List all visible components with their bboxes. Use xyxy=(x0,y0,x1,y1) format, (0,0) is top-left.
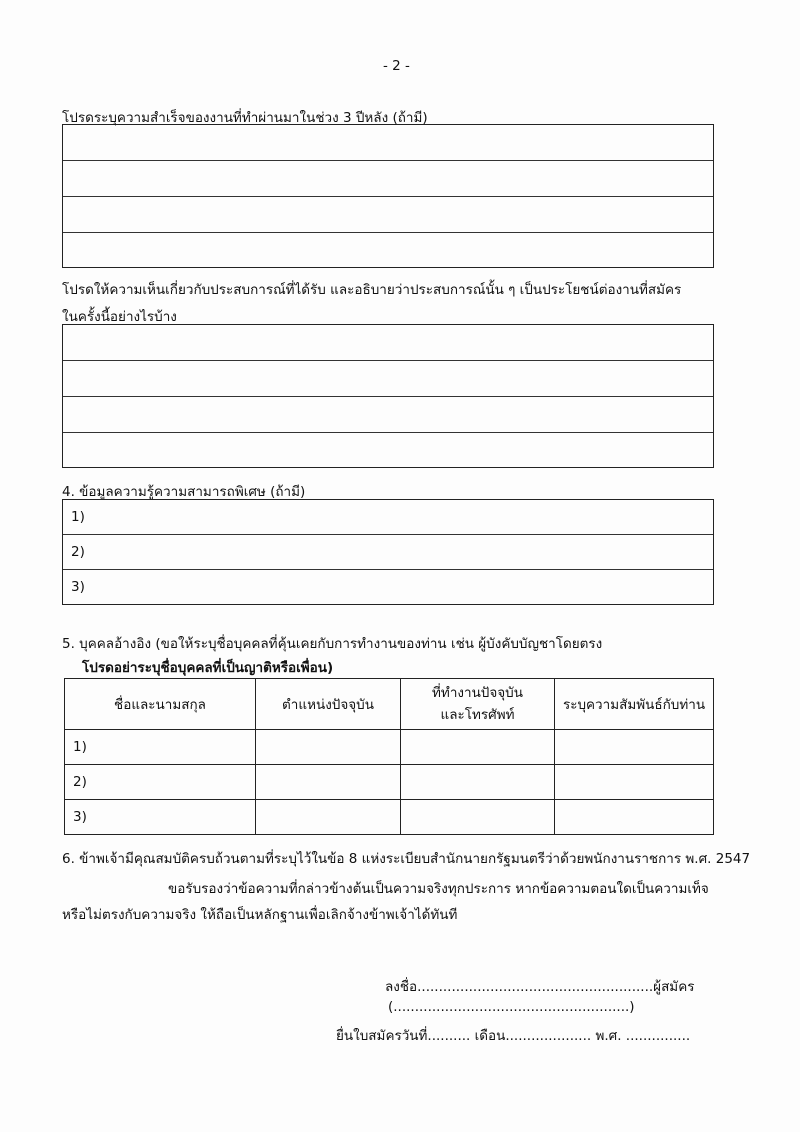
special-skills-box[interactable] xyxy=(62,499,714,605)
name-cell[interactable] xyxy=(65,765,256,800)
relationship-cell[interactable] xyxy=(555,730,714,765)
row-number: 2) xyxy=(73,774,87,790)
position-cell[interactable] xyxy=(256,800,401,835)
achievements-prompt: โปรดระบุความสำเร็จของงานที่ทำผ่านมาในช่วง 3 ปีหลัง (ถ้ามี) xyxy=(62,110,428,126)
skill-row[interactable] xyxy=(63,570,713,603)
skill-row[interactable] xyxy=(63,535,713,570)
name-cell[interactable] xyxy=(65,730,256,765)
relationship-cell[interactable] xyxy=(555,800,714,835)
section5-heading-line2: โปรดอย่าระบุชื่อบุคคลที่เป็นญาติหรือเพื่อน) xyxy=(82,660,334,676)
column-header-workplace-phone: ที่ทำงานปัจจุบัน และโทรศัพท์ xyxy=(401,679,555,730)
workplace-cell[interactable] xyxy=(401,800,555,835)
section5-heading-line1: 5. บุคคลอ้างอิง (ขอให้ระบุชื่อบุคคลที่คุ้นเคยกับการทำงานของท่าน เช่น ผู้บังคับบัญชาโดยตรง xyxy=(62,636,603,652)
row-number: 3) xyxy=(71,578,85,595)
answer-line[interactable] xyxy=(63,361,713,397)
answer-line[interactable] xyxy=(63,433,713,466)
signature-line[interactable]: ลงชื่อ.......................................................ผู้สมัคร xyxy=(385,979,695,995)
row-number: 3) xyxy=(73,809,87,825)
printed-name-line[interactable]: (.......................................................) xyxy=(388,999,635,1015)
answer-line[interactable] xyxy=(63,197,713,233)
section6-statement: 6. ข้าพเจ้ามีคุณสมบัติครบถ้วนตามที่ระบุไว้ในข้อ 8 แห่งระเบียบสำนักนายกรัฐมนตรีว่าด้วยพนักงานราชการ พ.ศ. 2547 xyxy=(62,851,751,867)
experience-prompt-line2: ในครั้งนี้อย่างไรบ้าง xyxy=(62,309,177,325)
certification-line2: หรือไม่ตรงกับความจริง ให้ถือเป็นหลักฐานเพื่อเลิกจ้างข้าพเจ้าได้ทันที xyxy=(62,907,458,923)
name-cell[interactable] xyxy=(65,800,256,835)
references-table xyxy=(64,678,714,835)
position-cell[interactable] xyxy=(256,730,401,765)
workplace-cell[interactable] xyxy=(401,765,555,800)
certification-line1: ขอรับรองว่าข้อความที่กล่าวข้างต้นเป็นความจริงทุกประการ หากข้อความตอนใดเป็นความเท็จ xyxy=(168,881,709,897)
answer-line[interactable] xyxy=(63,233,713,266)
table-row xyxy=(65,730,714,765)
experience-answer-box[interactable] xyxy=(62,324,714,468)
relationship-cell[interactable] xyxy=(555,765,714,800)
experience-prompt-line1: โปรดให้ความเห็นเกี่ยวกับประสบการณ์ที่ได้รับ และอธิบายว่าประสบการณ์นั้น ๆ เป็นประโยชน์ต่องานที่สมัคร xyxy=(62,282,682,298)
column-header-name: ชื่อและนามสกุล xyxy=(65,679,256,730)
answer-line[interactable] xyxy=(63,161,713,197)
position-cell[interactable] xyxy=(256,765,401,800)
section4-heading: 4. ข้อมูลความรู้ความสามารถพิเศษ (ถ้ามี) xyxy=(62,484,306,500)
application-date-line[interactable]: ยื่นใบสมัครวันที่.......... เดือน.................... พ.ศ. ............... xyxy=(336,1028,691,1044)
answer-line[interactable] xyxy=(63,125,713,161)
column-header-position: ตำแหน่งปัจจุบัน xyxy=(256,679,401,730)
page-number: - 2 - xyxy=(383,58,410,74)
row-number: 1) xyxy=(71,509,85,525)
answer-line[interactable] xyxy=(63,325,713,361)
workplace-cell[interactable] xyxy=(401,730,555,765)
column-header-relationship: ระบุความสัมพันธ์กับท่าน xyxy=(555,679,714,730)
achievements-answer-box[interactable] xyxy=(62,124,714,268)
row-number: 1) xyxy=(73,739,87,755)
answer-line[interactable] xyxy=(63,397,713,433)
skill-row[interactable] xyxy=(63,500,713,535)
row-number: 2) xyxy=(71,544,85,560)
table-row xyxy=(65,765,714,800)
table-row xyxy=(65,800,714,835)
